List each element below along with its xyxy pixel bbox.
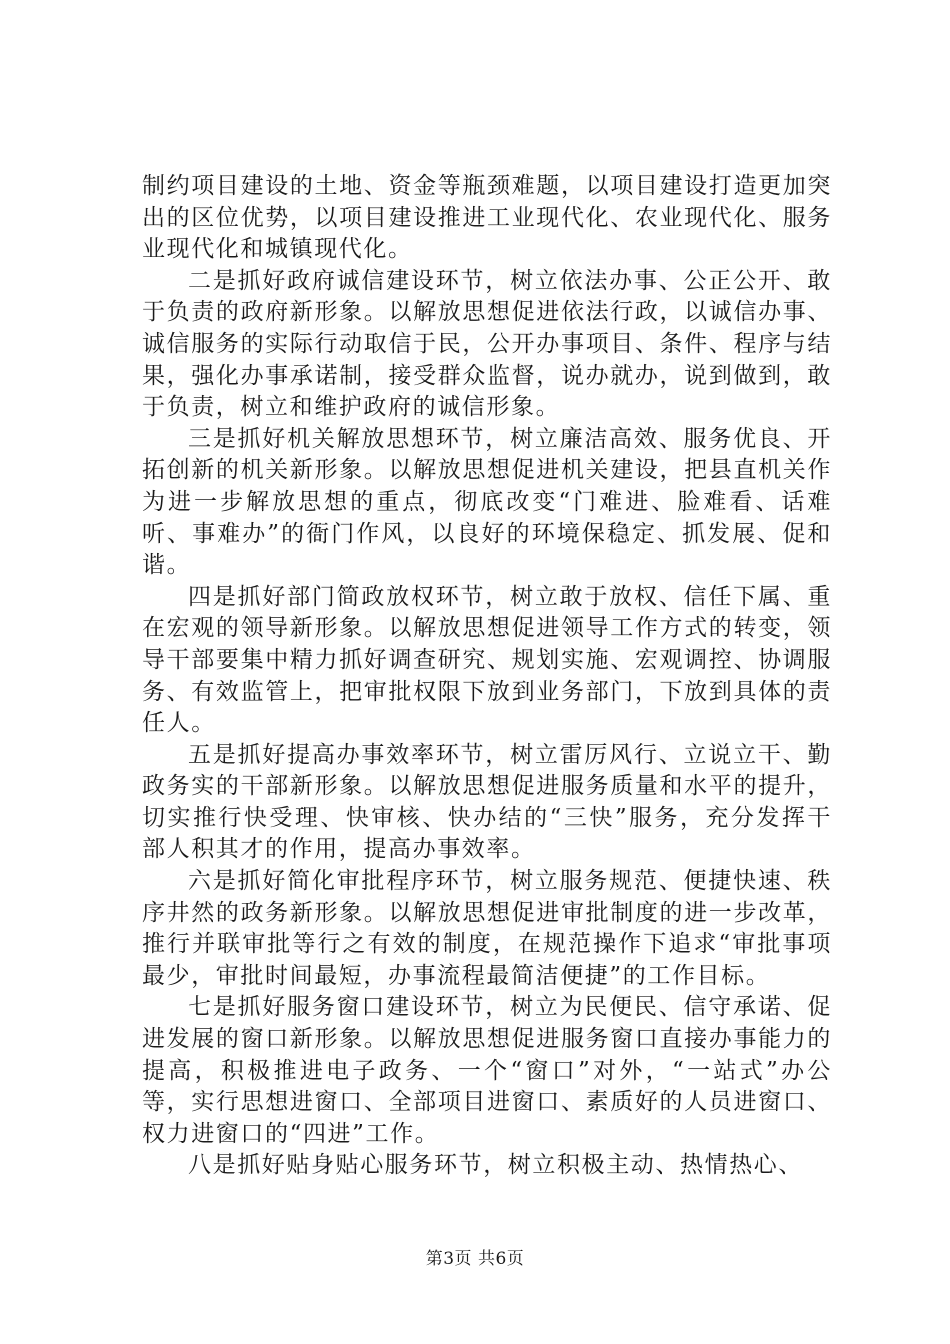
paragraph-8: 八是抓好贴身贴心服务环节，树立积极主动、热情热心、 bbox=[188, 1152, 803, 1179]
paragraph-5: 五是抓好提高办事效率环节，树立雷厉风行、立说立干、勤政务实的干部新形象。以解放思想促进服务质量和水平的提升，切实推行快受理、快审核、快办结的“三快”服务，充分发挥干部人积其才的作用，提高办事效率。 bbox=[142, 741, 832, 863]
paragraph-2: 二是抓好政府诚信建设环节，树立依法办事、公正公开、敢于负责的政府新形象。以解放思想促进依法行政，以诚信办事、诚信服务的实际行动取信于民，公开办事项目、条件、程序与结果，强化办事承诺制，接受群众监督，说办就办，说到做到，敢于负责，树立和维护政府的诚信形象。 bbox=[142, 267, 832, 421]
paragraph-1: 制约项目建设的土地、资金等瓶颈难题，以项目建设打造更加突出的区位优势，以项目建设推进工业现代化、农业现代化、服务业现代化和城镇现代化。 bbox=[142, 173, 832, 263]
document-body bbox=[142, 171, 832, 1182]
paragraph-3: 三是抓好机关解放思想环节，树立廉洁高效、服务优良、开拓创新的机关新形象。以解放思想促进机关建设，把县直机关作为进一步解放思想的重点，彻底改变“门难进、脸难看、话难听、事难办”的衙门作风，以良好的环境保稳定、抓发展、促和谐。 bbox=[142, 425, 832, 579]
paragraph-6: 六是抓好简化审批程序环节，树立服务规范、便捷快速、秩序井然的政务新形象。以解放思想促进审批制度的进一步改革，推行并联审批等行之有效的制度，在规范操作下追求“审批事项最少，审批时间最短，办事流程最简洁便捷”的工作目标。 bbox=[142, 868, 832, 989]
paragraph-7: 七是抓好服务窗口建设环节，树立为民便民、信守承诺、促进发展的窗口新形象。以解放思想促进服务窗口直接办事能力的提高，积极推进电子政务、一个“窗口”对外，“一站式”办公等，实行思想进窗口、全部项目进窗口、素质好的人员进窗口、权力进窗口的“四进”工作。 bbox=[142, 994, 832, 1147]
page-number-footer: 第3页 共6页 bbox=[425, 1249, 525, 1269]
paragraph-4: 四是抓好部门简政放权环节，树立敢于放权、信任下属、重在宏观的领导新形象。以解放思想促进领导工作方式的转变，领导干部要集中精力抓好调查研究、规划实施、宏观调控、协调服务、有效监管上，把审批权限下放到业务部门，下放到具体的责任人。 bbox=[142, 583, 832, 737]
